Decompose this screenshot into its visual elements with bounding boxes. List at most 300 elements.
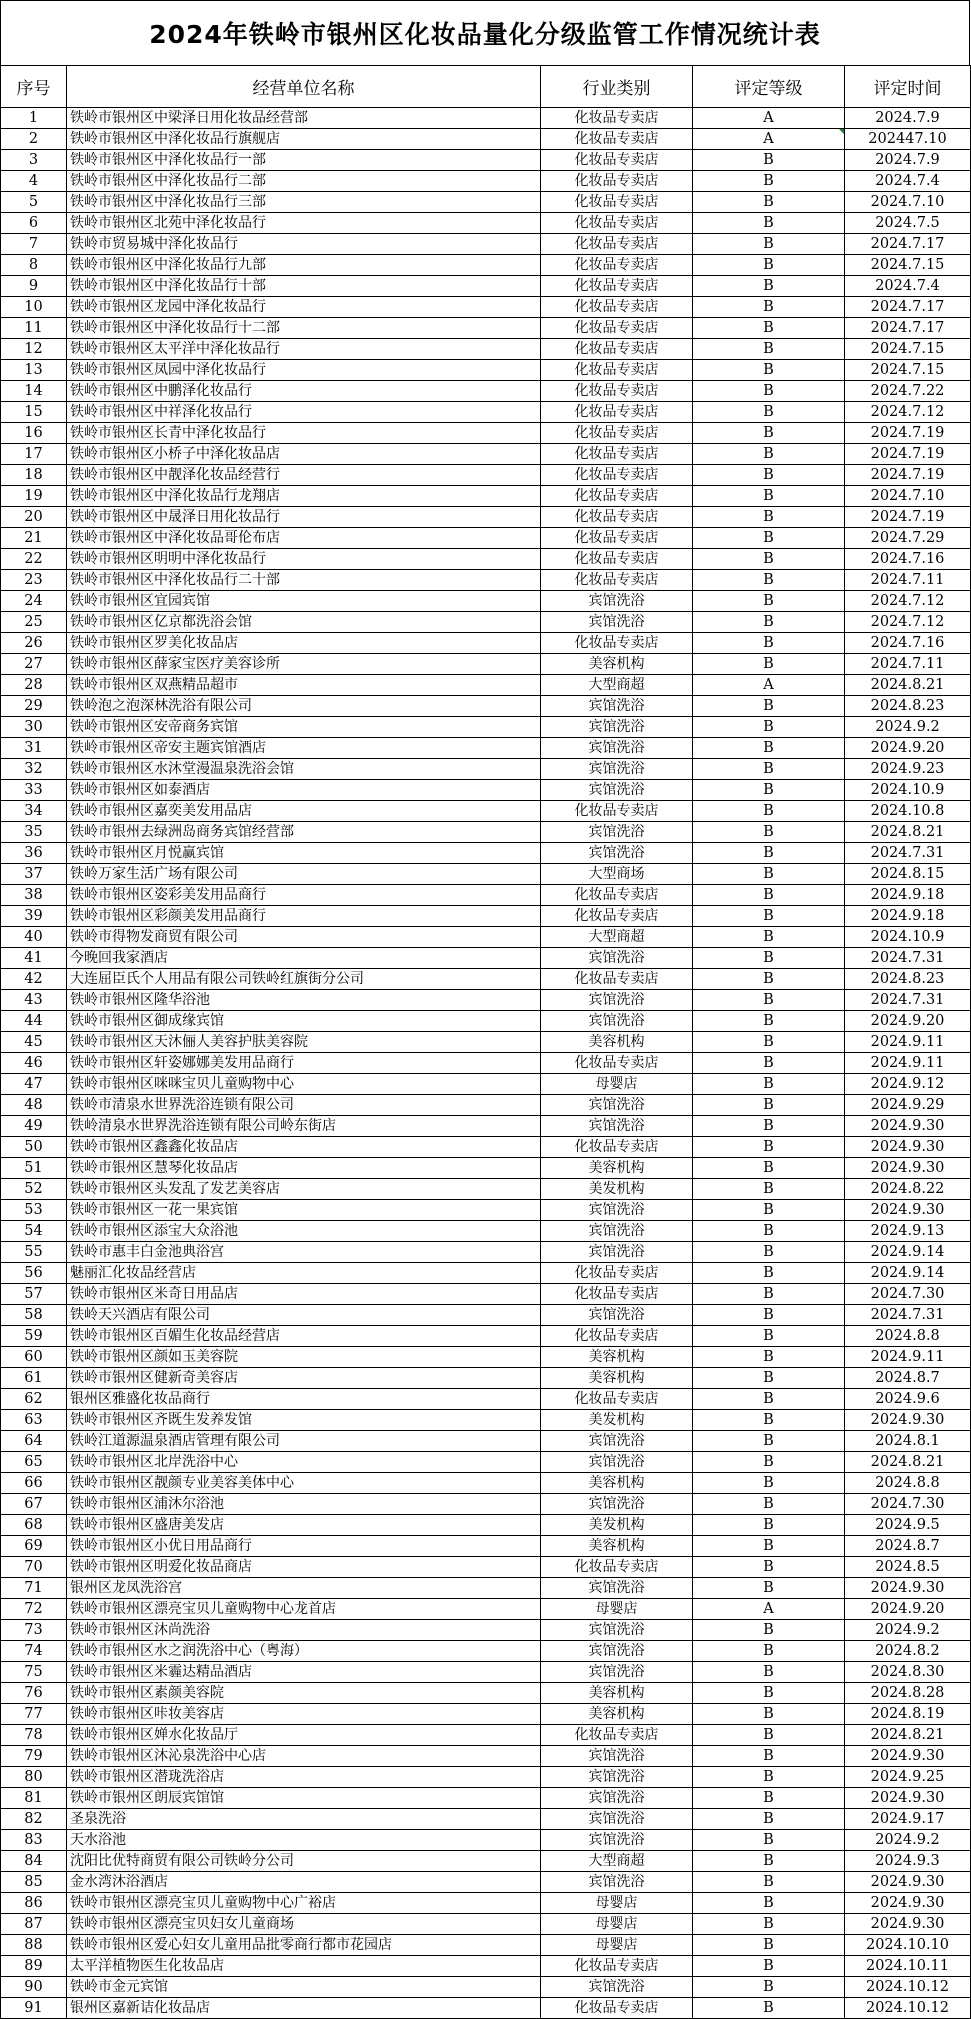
cell-grade[interactable]: B — [693, 1788, 845, 1809]
cell-grade[interactable]: B — [693, 1704, 845, 1725]
cell-unit-name[interactable]: 铁岭市银州区中泽化妆品行龙翔店 — [67, 486, 541, 507]
cell-industry[interactable]: 化妆品专卖店 — [541, 234, 693, 255]
cell-date[interactable]: 2024.8.8 — [845, 1473, 971, 1494]
cell-grade[interactable]: B — [693, 1809, 845, 1830]
cell-date[interactable]: 2024.9.14 — [845, 1242, 971, 1263]
cell-date[interactable]: 2024.9.20 — [845, 1011, 971, 1032]
cell-grade[interactable]: B — [693, 864, 845, 885]
cell-industry[interactable]: 宾馆洗浴 — [541, 1662, 693, 1683]
cell-unit-name[interactable]: 太平洋植物医生化妆品店 — [67, 1956, 541, 1977]
cell-industry[interactable]: 大型商场 — [541, 864, 693, 885]
cell-unit-name[interactable]: 魅丽汇化妆品经营店 — [67, 1263, 541, 1284]
cell-serial[interactable]: 30 — [1, 717, 67, 738]
cell-serial[interactable]: 4 — [1, 171, 67, 192]
cell-industry[interactable]: 母婴店 — [541, 1935, 693, 1956]
cell-date[interactable]: 2024.9.2 — [845, 717, 971, 738]
cell-grade[interactable]: B — [693, 948, 845, 969]
cell-serial[interactable]: 18 — [1, 465, 67, 486]
cell-industry[interactable]: 化妆品专卖店 — [541, 255, 693, 276]
cell-industry[interactable]: 美容机构 — [541, 1368, 693, 1389]
cell-serial[interactable]: 45 — [1, 1032, 67, 1053]
cell-unit-name[interactable]: 铁岭市银州区中泽化妆品行十二部 — [67, 318, 541, 339]
cell-unit-name[interactable]: 铁岭市银州区慧琴化妆品店 — [67, 1158, 541, 1179]
cell-industry[interactable]: 美容机构 — [541, 1536, 693, 1557]
header-serial[interactable]: 序号 — [1, 66, 67, 108]
cell-date[interactable]: 2024.9.30 — [845, 1116, 971, 1137]
cell-industry[interactable]: 化妆品专卖店 — [541, 486, 693, 507]
cell-unit-name[interactable]: 铁岭市银州区轩姿娜娜美发用品商行 — [67, 1053, 541, 1074]
cell-grade[interactable]: B — [693, 1368, 845, 1389]
cell-serial[interactable]: 78 — [1, 1725, 67, 1746]
cell-grade[interactable]: B — [693, 1389, 845, 1410]
cell-unit-name[interactable]: 铁岭市银州区凤园中泽化妆品行 — [67, 360, 541, 381]
cell-serial[interactable]: 8 — [1, 255, 67, 276]
cell-serial[interactable]: 60 — [1, 1347, 67, 1368]
cell-serial[interactable]: 37 — [1, 864, 67, 885]
cell-grade[interactable]: B — [693, 1326, 845, 1347]
cell-grade[interactable]: B — [693, 339, 845, 360]
cell-date[interactable]: 2024.7.17 — [845, 297, 971, 318]
cell-date[interactable]: 2024.7.31 — [845, 1305, 971, 1326]
cell-date[interactable]: 2024.10.8 — [845, 801, 971, 822]
cell-unit-name[interactable]: 铁岭市银州区漂亮宝贝妇女儿童商场 — [67, 1914, 541, 1935]
cell-serial[interactable]: 47 — [1, 1074, 67, 1095]
cell-serial[interactable]: 29 — [1, 696, 67, 717]
cell-date[interactable]: 2024.8.15 — [845, 864, 971, 885]
cell-unit-name[interactable]: 铁岭市清泉水世界洗浴连锁有限公司 — [67, 1095, 541, 1116]
cell-serial[interactable]: 50 — [1, 1137, 67, 1158]
cell-unit-name[interactable]: 铁岭市银州区太平洋中泽化妆品行 — [67, 339, 541, 360]
cell-date[interactable]: 2024.7.15 — [845, 360, 971, 381]
cell-unit-name[interactable]: 铁岭市银州区宜园宾馆 — [67, 591, 541, 612]
cell-serial[interactable]: 70 — [1, 1557, 67, 1578]
cell-serial[interactable]: 38 — [1, 885, 67, 906]
cell-serial[interactable]: 40 — [1, 927, 67, 948]
cell-industry[interactable]: 大型商超 — [541, 675, 693, 696]
cell-industry[interactable]: 宾馆洗浴 — [541, 1620, 693, 1641]
cell-industry[interactable]: 美发机构 — [541, 1515, 693, 1536]
cell-unit-name[interactable]: 铁岭市银州区北苑中泽化妆品行 — [67, 213, 541, 234]
cell-serial[interactable]: 85 — [1, 1872, 67, 1893]
cell-serial[interactable]: 57 — [1, 1284, 67, 1305]
cell-unit-name[interactable]: 银州区雅盛化妆品商行 — [67, 1389, 541, 1410]
cell-unit-name[interactable]: 铁岭市惠丰白金池典浴宫 — [67, 1242, 541, 1263]
cell-serial[interactable]: 17 — [1, 444, 67, 465]
cell-date[interactable]: 2024.7.11 — [845, 570, 971, 591]
cell-unit-name[interactable]: 铁岭市银州区齐既生发养发馆 — [67, 1410, 541, 1431]
cell-unit-name[interactable]: 铁岭市银州区咔妆美容店 — [67, 1704, 541, 1725]
cell-grade[interactable]: B — [693, 234, 845, 255]
cell-serial[interactable]: 39 — [1, 906, 67, 927]
cell-date[interactable]: 2024.9.30 — [845, 1158, 971, 1179]
cell-date[interactable]: 2024.9.30 — [845, 1893, 971, 1914]
cell-industry[interactable]: 美容机构 — [541, 1704, 693, 1725]
cell-serial[interactable]: 56 — [1, 1263, 67, 1284]
cell-serial[interactable]: 27 — [1, 654, 67, 675]
cell-date[interactable]: 2024.9.6 — [845, 1389, 971, 1410]
cell-serial[interactable]: 82 — [1, 1809, 67, 1830]
cell-industry[interactable]: 化妆品专卖店 — [541, 297, 693, 318]
cell-grade[interactable]: B — [693, 1641, 845, 1662]
cell-date[interactable]: 2024.9.30 — [845, 1137, 971, 1158]
cell-grade[interactable]: B — [693, 1557, 845, 1578]
cell-industry[interactable]: 化妆品专卖店 — [541, 507, 693, 528]
cell-date[interactable]: 2024.8.2 — [845, 1641, 971, 1662]
cell-serial[interactable]: 54 — [1, 1221, 67, 1242]
cell-unit-name[interactable]: 银州区嘉新诘化妆品店 — [67, 1998, 541, 2019]
cell-serial[interactable]: 36 — [1, 843, 67, 864]
cell-grade[interactable]: B — [693, 969, 845, 990]
cell-industry[interactable]: 宾馆洗浴 — [541, 1578, 693, 1599]
header-unit-name[interactable]: 经营单位名称 — [67, 66, 541, 108]
cell-industry[interactable]: 宾馆洗浴 — [541, 1494, 693, 1515]
cell-date[interactable]: 2024.9.2 — [845, 1620, 971, 1641]
cell-unit-name[interactable]: 铁岭市银州区如泰酒店 — [67, 780, 541, 801]
cell-unit-name[interactable]: 铁岭市银州区小优日用品商行 — [67, 1536, 541, 1557]
cell-serial[interactable]: 31 — [1, 738, 67, 759]
cell-industry[interactable]: 化妆品专卖店 — [541, 150, 693, 171]
cell-date[interactable]: 2024.9.2 — [845, 1830, 971, 1851]
cell-date[interactable]: 2024.9.11 — [845, 1032, 971, 1053]
cell-grade[interactable]: B — [693, 549, 845, 570]
cell-serial[interactable]: 34 — [1, 801, 67, 822]
cell-grade[interactable]: A — [693, 1599, 845, 1620]
cell-industry[interactable]: 化妆品专卖店 — [541, 549, 693, 570]
cell-date[interactable]: 2024.8.30 — [845, 1662, 971, 1683]
cell-unit-name[interactable]: 铁岭市银州区健新奇美容店 — [67, 1368, 541, 1389]
cell-date[interactable]: 2024.7.22 — [845, 381, 971, 402]
cell-industry[interactable]: 宾馆洗浴 — [541, 1977, 693, 1998]
cell-date[interactable]: 2024.9.20 — [845, 738, 971, 759]
cell-industry[interactable]: 宾馆洗浴 — [541, 1221, 693, 1242]
cell-serial[interactable]: 64 — [1, 1431, 67, 1452]
cell-serial[interactable]: 52 — [1, 1179, 67, 1200]
cell-industry[interactable]: 化妆品专卖店 — [541, 1263, 693, 1284]
cell-unit-name[interactable]: 铁岭市银州区浦沐尔浴池 — [67, 1494, 541, 1515]
cell-grade[interactable]: B — [693, 1494, 845, 1515]
cell-serial[interactable]: 86 — [1, 1893, 67, 1914]
cell-serial[interactable]: 2 — [1, 129, 67, 150]
cell-grade[interactable]: A — [693, 108, 845, 129]
header-grade[interactable]: 评定等级 — [693, 66, 845, 108]
cell-serial[interactable]: 15 — [1, 402, 67, 423]
cell-serial[interactable]: 58 — [1, 1305, 67, 1326]
cell-grade[interactable]: B — [693, 906, 845, 927]
cell-serial[interactable]: 80 — [1, 1767, 67, 1788]
cell-date[interactable]: 2024.7.30 — [845, 1284, 971, 1305]
cell-industry[interactable]: 美发机构 — [541, 1179, 693, 1200]
cell-grade[interactable]: A — [693, 129, 845, 150]
cell-grade[interactable]: B — [693, 171, 845, 192]
cell-date[interactable]: 2024.7.10 — [845, 192, 971, 213]
cell-industry[interactable]: 化妆品专卖店 — [541, 1326, 693, 1347]
cell-unit-name[interactable]: 铁岭市贸易城中泽化妆品行 — [67, 234, 541, 255]
cell-unit-name[interactable]: 铁岭万家生活广场有限公司 — [67, 864, 541, 885]
cell-unit-name[interactable]: 铁岭市银州区御成缘宾馆 — [67, 1011, 541, 1032]
cell-date[interactable]: 2024.10.9 — [845, 780, 971, 801]
cell-industry[interactable]: 宾馆洗浴 — [541, 1305, 693, 1326]
cell-grade[interactable]: B — [693, 822, 845, 843]
cell-unit-name[interactable]: 铁岭市银州区薛家宝医疗美容诊所 — [67, 654, 541, 675]
cell-industry[interactable]: 化妆品专卖店 — [541, 339, 693, 360]
cell-serial[interactable]: 77 — [1, 1704, 67, 1725]
cell-unit-name[interactable]: 铁岭天兴酒店有限公司 — [67, 1305, 541, 1326]
cell-industry[interactable]: 宾馆洗浴 — [541, 780, 693, 801]
cell-grade[interactable]: B — [693, 612, 845, 633]
cell-grade[interactable]: B — [693, 1200, 845, 1221]
cell-industry[interactable]: 化妆品专卖店 — [541, 129, 693, 150]
cell-industry[interactable]: 化妆品专卖店 — [541, 1053, 693, 1074]
cell-serial[interactable]: 41 — [1, 948, 67, 969]
cell-grade[interactable]: B — [693, 465, 845, 486]
cell-serial[interactable]: 65 — [1, 1452, 67, 1473]
cell-unit-name[interactable]: 铁岭市银州区颜如玉美容院 — [67, 1347, 541, 1368]
cell-unit-name[interactable]: 铁岭市银州区中祥泽化妆品行 — [67, 402, 541, 423]
cell-industry[interactable]: 美容机构 — [541, 1158, 693, 1179]
cell-grade[interactable]: B — [693, 1263, 845, 1284]
cell-industry[interactable]: 化妆品专卖店 — [541, 318, 693, 339]
cell-grade[interactable]: B — [693, 1914, 845, 1935]
cell-unit-name[interactable]: 铁岭市银州去绿洲岛商务宾馆经营部 — [67, 822, 541, 843]
cell-serial[interactable]: 7 — [1, 234, 67, 255]
cell-industry[interactable]: 宾馆洗浴 — [541, 1011, 693, 1032]
cell-serial[interactable]: 53 — [1, 1200, 67, 1221]
cell-grade[interactable]: B — [693, 1053, 845, 1074]
cell-unit-name[interactable]: 铁岭市银州区天沐俪人美容护肤美容院 — [67, 1032, 541, 1053]
cell-unit-name[interactable]: 大连屈臣氏个人用品有限公司铁岭红旗街分公司 — [67, 969, 541, 990]
cell-serial[interactable]: 89 — [1, 1956, 67, 1977]
cell-date[interactable]: 2024.7.9 — [845, 150, 971, 171]
cell-grade[interactable]: B — [693, 843, 845, 864]
cell-unit-name[interactable]: 铁岭市银州区彩颜美发用品商行 — [67, 906, 541, 927]
cell-grade[interactable]: B — [693, 1473, 845, 1494]
cell-date[interactable]: 2024.9.30 — [845, 1872, 971, 1893]
cell-unit-name[interactable]: 铁岭市银州区中晟泽日用化妆品行 — [67, 507, 541, 528]
cell-grade[interactable]: B — [693, 423, 845, 444]
cell-grade[interactable]: B — [693, 1536, 845, 1557]
cell-grade[interactable]: B — [693, 1746, 845, 1767]
cell-unit-name[interactable]: 铁岭市银州区咪咪宝贝儿童购物中心 — [67, 1074, 541, 1095]
cell-unit-name[interactable]: 铁岭市银州区沐沁泉洗浴中心店 — [67, 1746, 541, 1767]
cell-industry[interactable]: 大型商超 — [541, 1851, 693, 1872]
cell-serial[interactable]: 21 — [1, 528, 67, 549]
cell-industry[interactable]: 美容机构 — [541, 654, 693, 675]
cell-date[interactable]: 2024.9.25 — [845, 1767, 971, 1788]
cell-unit-name[interactable]: 铁岭清泉水世界洗浴连锁有限公司岭东街店 — [67, 1116, 541, 1137]
cell-date[interactable]: 2024.9.23 — [845, 759, 971, 780]
cell-industry[interactable]: 宾馆洗浴 — [541, 696, 693, 717]
cell-date[interactable]: 2024.8.23 — [845, 696, 971, 717]
cell-unit-name[interactable]: 铁岭市银州区鑫鑫化妆品店 — [67, 1137, 541, 1158]
cell-date[interactable]: 2024.9.18 — [845, 885, 971, 906]
cell-serial[interactable]: 42 — [1, 969, 67, 990]
cell-grade[interactable]: A — [693, 675, 845, 696]
cell-unit-name[interactable]: 铁岭市银州区沐尚洗浴 — [67, 1620, 541, 1641]
cell-industry[interactable]: 宾馆洗浴 — [541, 612, 693, 633]
cell-grade[interactable]: B — [693, 633, 845, 654]
cell-industry[interactable]: 化妆品专卖店 — [541, 801, 693, 822]
cell-industry[interactable]: 化妆品专卖店 — [541, 1557, 693, 1578]
cell-date[interactable]: 2024.9.18 — [845, 906, 971, 927]
cell-unit-name[interactable]: 铁岭市银州区北岸洗浴中心 — [67, 1452, 541, 1473]
cell-date[interactable]: 2024.10.9 — [845, 927, 971, 948]
cell-grade[interactable]: B — [693, 1872, 845, 1893]
cell-date[interactable]: 2024.8.21 — [845, 1452, 971, 1473]
cell-date[interactable]: 2024.7.4 — [845, 171, 971, 192]
cell-industry[interactable]: 宾馆洗浴 — [541, 948, 693, 969]
cell-serial[interactable]: 44 — [1, 1011, 67, 1032]
cell-date[interactable]: 2024.8.5 — [845, 1557, 971, 1578]
cell-serial[interactable]: 16 — [1, 423, 67, 444]
cell-grade[interactable]: B — [693, 1683, 845, 1704]
cell-unit-name[interactable]: 天水浴池 — [67, 1830, 541, 1851]
cell-date[interactable]: 2024.8.8 — [845, 1326, 971, 1347]
cell-industry[interactable]: 化妆品专卖店 — [541, 192, 693, 213]
cell-unit-name[interactable]: 铁岭市银州区一花一果宾馆 — [67, 1200, 541, 1221]
cell-unit-name[interactable]: 铁岭市银州区盛唐美发店 — [67, 1515, 541, 1536]
cell-industry[interactable]: 美发机构 — [541, 1410, 693, 1431]
cell-grade[interactable]: B — [693, 1725, 845, 1746]
cell-unit-name[interactable]: 沈阳比优特商贸有限公司铁岭分公司 — [67, 1851, 541, 1872]
cell-date[interactable]: 2024.7.16 — [845, 633, 971, 654]
cell-serial[interactable]: 79 — [1, 1746, 67, 1767]
cell-date[interactable]: 202447.10 — [845, 129, 971, 150]
cell-date[interactable]: 2024.7.12 — [845, 591, 971, 612]
cell-date[interactable]: 2024.7.31 — [845, 948, 971, 969]
cell-date[interactable]: 2024.9.5 — [845, 1515, 971, 1536]
cell-industry[interactable]: 化妆品专卖店 — [541, 276, 693, 297]
cell-unit-name[interactable]: 铁岭市银州区头发乱了发艺美容店 — [67, 1179, 541, 1200]
cell-unit-name[interactable]: 今晚回我家酒店 — [67, 948, 541, 969]
cell-grade[interactable]: B — [693, 192, 845, 213]
cell-grade[interactable]: B — [693, 654, 845, 675]
cell-serial[interactable]: 5 — [1, 192, 67, 213]
cell-grade[interactable]: B — [693, 1515, 845, 1536]
cell-grade[interactable]: B — [693, 1578, 845, 1599]
cell-date[interactable]: 2024.9.30 — [845, 1746, 971, 1767]
cell-date[interactable]: 2024.7.16 — [845, 549, 971, 570]
cell-unit-name[interactable]: 铁岭市银州区小桥子中泽化妆品店 — [67, 444, 541, 465]
cell-industry[interactable]: 美容机构 — [541, 1347, 693, 1368]
cell-grade[interactable]: B — [693, 1221, 845, 1242]
cell-grade[interactable]: B — [693, 255, 845, 276]
cell-industry[interactable]: 宾馆洗浴 — [541, 1767, 693, 1788]
cell-industry[interactable]: 美容机构 — [541, 1683, 693, 1704]
cell-serial[interactable]: 76 — [1, 1683, 67, 1704]
cell-serial[interactable]: 46 — [1, 1053, 67, 1074]
cell-industry[interactable]: 宾馆洗浴 — [541, 1641, 693, 1662]
cell-industry[interactable]: 化妆品专卖店 — [541, 1284, 693, 1305]
cell-serial[interactable]: 3 — [1, 150, 67, 171]
cell-grade[interactable]: B — [693, 801, 845, 822]
cell-industry[interactable]: 宾馆洗浴 — [541, 717, 693, 738]
cell-unit-name[interactable]: 铁岭市银州区中泽化妆品行一部 — [67, 150, 541, 171]
cell-unit-name[interactable]: 铁岭市银州区朗辰宾馆馆 — [67, 1788, 541, 1809]
cell-serial[interactable]: 75 — [1, 1662, 67, 1683]
cell-industry[interactable]: 宾馆洗浴 — [541, 1200, 693, 1221]
cell-grade[interactable]: B — [693, 1620, 845, 1641]
cell-date[interactable]: 2024.7.15 — [845, 255, 971, 276]
cell-grade[interactable]: B — [693, 381, 845, 402]
cell-grade[interactable]: B — [693, 1305, 845, 1326]
cell-serial[interactable]: 74 — [1, 1641, 67, 1662]
cell-industry[interactable]: 宾馆洗浴 — [541, 1242, 693, 1263]
cell-unit-name[interactable]: 铁岭市银州区米霾达精品酒店 — [67, 1662, 541, 1683]
header-date[interactable]: 评定时间 — [845, 66, 971, 108]
cell-grade[interactable]: B — [693, 360, 845, 381]
cell-date[interactable]: 2024.9.12 — [845, 1074, 971, 1095]
cell-date[interactable]: 2024.9.30 — [845, 1200, 971, 1221]
cell-date[interactable]: 2024.8.21 — [845, 1725, 971, 1746]
cell-grade[interactable]: B — [693, 318, 845, 339]
cell-industry[interactable]: 宾馆洗浴 — [541, 1809, 693, 1830]
cell-serial[interactable]: 51 — [1, 1158, 67, 1179]
cell-date[interactable]: 2024.9.29 — [845, 1095, 971, 1116]
cell-industry[interactable]: 美容机构 — [541, 1032, 693, 1053]
cell-industry[interactable]: 母婴店 — [541, 1074, 693, 1095]
cell-unit-name[interactable]: 铁岭市得物发商贸有限公司 — [67, 927, 541, 948]
cell-serial[interactable]: 90 — [1, 1977, 67, 1998]
cell-grade[interactable]: B — [693, 1095, 845, 1116]
header-industry[interactable]: 行业类别 — [541, 66, 693, 108]
cell-serial[interactable]: 59 — [1, 1326, 67, 1347]
cell-industry[interactable]: 化妆品专卖店 — [541, 423, 693, 444]
cell-date[interactable]: 2024.7.31 — [845, 990, 971, 1011]
cell-industry[interactable]: 母婴店 — [541, 1914, 693, 1935]
cell-industry[interactable]: 化妆品专卖店 — [541, 108, 693, 129]
cell-unit-name[interactable]: 铁岭市银州区嘉奕美发用品店 — [67, 801, 541, 822]
cell-serial[interactable]: 11 — [1, 318, 67, 339]
cell-serial[interactable]: 62 — [1, 1389, 67, 1410]
cell-industry[interactable]: 宾馆洗浴 — [541, 843, 693, 864]
cell-date[interactable]: 2024.9.17 — [845, 1809, 971, 1830]
cell-date[interactable]: 2024.9.11 — [845, 1053, 971, 1074]
cell-industry[interactable]: 母婴店 — [541, 1893, 693, 1914]
cell-date[interactable]: 2024.8.7 — [845, 1368, 971, 1389]
cell-serial[interactable]: 28 — [1, 675, 67, 696]
cell-unit-name[interactable]: 铁岭市银州区中泽化妆品行二部 — [67, 171, 541, 192]
cell-serial[interactable]: 49 — [1, 1116, 67, 1137]
cell-industry[interactable]: 化妆品专卖店 — [541, 1956, 693, 1977]
cell-date[interactable]: 2024.8.7 — [845, 1536, 971, 1557]
cell-date[interactable]: 2024.9.3 — [845, 1851, 971, 1872]
cell-date[interactable]: 2024.7.5 — [845, 213, 971, 234]
cell-unit-name[interactable]: 铁岭市银州区百媚生化妆品经营店 — [67, 1326, 541, 1347]
cell-serial[interactable]: 55 — [1, 1242, 67, 1263]
cell-grade[interactable]: B — [693, 213, 845, 234]
cell-unit-name[interactable]: 铁岭市银州区安帝商务宾馆 — [67, 717, 541, 738]
cell-industry[interactable]: 化妆品专卖店 — [541, 213, 693, 234]
cell-grade[interactable]: B — [693, 759, 845, 780]
cell-date[interactable]: 2024.7.29 — [845, 528, 971, 549]
cell-industry[interactable]: 化妆品专卖店 — [541, 633, 693, 654]
cell-grade[interactable]: B — [693, 1977, 845, 1998]
cell-industry[interactable]: 化妆品专卖店 — [541, 465, 693, 486]
cell-unit-name[interactable]: 铁岭市银州区靓颜专业美容美体中心 — [67, 1473, 541, 1494]
cell-date[interactable]: 2024.8.21 — [845, 822, 971, 843]
cell-grade[interactable]: B — [693, 486, 845, 507]
cell-serial[interactable]: 83 — [1, 1830, 67, 1851]
cell-serial[interactable]: 66 — [1, 1473, 67, 1494]
cell-grade[interactable]: B — [693, 1431, 845, 1452]
cell-industry[interactable]: 化妆品专卖店 — [541, 444, 693, 465]
cell-grade[interactable]: B — [693, 1032, 845, 1053]
cell-grade[interactable]: B — [693, 1158, 845, 1179]
cell-grade[interactable]: B — [693, 1116, 845, 1137]
cell-date[interactable]: 2024.7.19 — [845, 423, 971, 444]
cell-industry[interactable]: 化妆品专卖店 — [541, 1998, 693, 2019]
cell-grade[interactable]: B — [693, 402, 845, 423]
